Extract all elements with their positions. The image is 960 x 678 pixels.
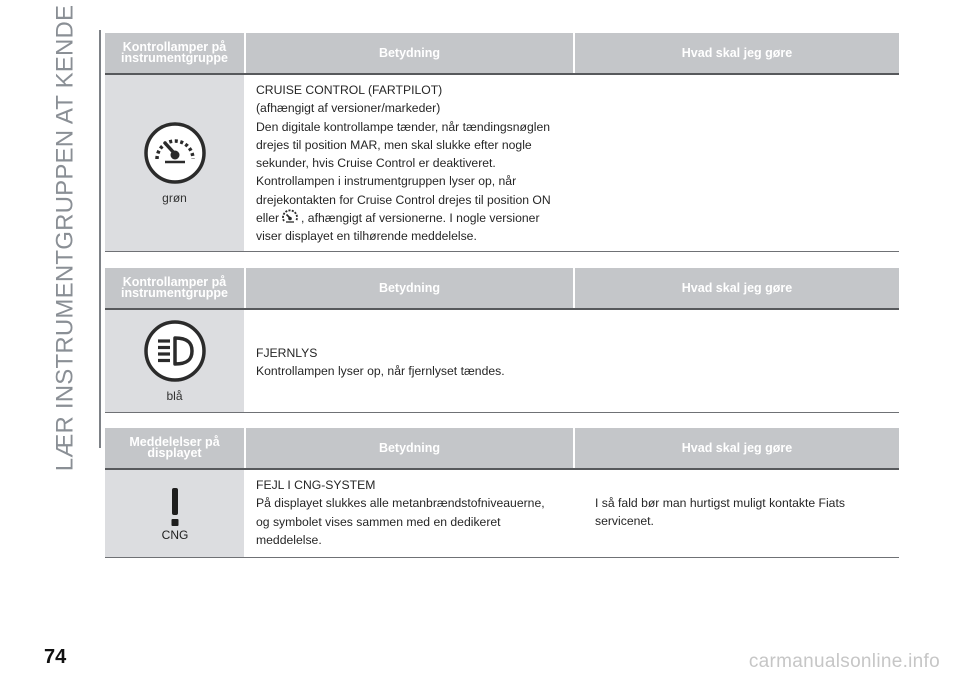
meaning-title: FEJL I CNG-SYSTEM (256, 478, 376, 492)
header-col-lamp: Kontrollamper på instrumentgruppe (105, 33, 246, 73)
header-col-meaning: Betydning (246, 428, 575, 468)
icon-cell (105, 470, 244, 557)
header-col-meaning: Betydning (246, 33, 575, 73)
icon-cell (105, 75, 244, 251)
table-header (105, 33, 899, 75)
table-row (105, 310, 899, 413)
meaning-line: og symbolet vises sammen med en dedikeret (256, 514, 501, 529)
section-title-text: LÆR INSTRUMENTGRUPPEN AT KENDE (51, 4, 79, 472)
header-col-action: Hvad skal jeg gøre (681, 441, 793, 455)
table-header (105, 428, 899, 470)
table-row (105, 75, 899, 252)
action-cell (578, 470, 899, 557)
action-line: I så fald bør man hurtigst muligt kontakte Fiats (595, 496, 845, 510)
header-col-action: Hvad skal jeg gøre (681, 281, 793, 295)
cng-warning-icon (155, 486, 195, 542)
meaning-line: Kontrollampen i instrumentgruppen lyser op, når (256, 174, 517, 189)
meaning-line: meddelelse. (256, 532, 322, 547)
meaning-title: CRUISE CONTROL (FARTPILOT) (256, 83, 443, 97)
action-cell (578, 310, 899, 412)
table-header (105, 268, 899, 310)
meaning-line: drejes til position MAR, men skal slukke efter nogle (256, 137, 532, 152)
meaning-line-with-icon (256, 209, 571, 227)
meaning-line: Kontrollampen lyser op, når fjernlyset tændes. (256, 364, 505, 379)
inline-suffix: , afhængigt af versionerne. I nogle versioner (301, 211, 540, 226)
icon-cell (105, 310, 244, 412)
speedometer-small-icon (281, 209, 299, 225)
action-line: servicenet. (595, 514, 654, 529)
meaning-line: (afhængigt af versioner/markeder) (256, 101, 441, 116)
meaning-title: FJERNLYS (256, 346, 318, 360)
speedometer-icon (143, 121, 207, 185)
meaning-cell (244, 470, 578, 557)
inline-prefix: eller (256, 211, 280, 226)
section-title-vertical (40, 4, 90, 472)
page-number: 74 (44, 646, 67, 668)
meaning-line: drejekontakten for Cruise Control drejes til position ON (256, 192, 551, 207)
icon-color-caption: grøn (162, 191, 187, 205)
header-col-meaning: Betydning (246, 268, 575, 308)
cng-label: CNG (161, 527, 188, 542)
action-cell (578, 75, 899, 251)
meaning-cell (244, 310, 578, 412)
icon-color-caption: blå (166, 389, 183, 403)
meaning-line: sekunder, hvis Cruise Control er deaktiveret. (256, 156, 496, 171)
header-col-lamp: Kontrollamper på instrumentgruppe (105, 268, 246, 308)
meaning-line: På displayet slukkes alle metanbrændstofniveauerne, (256, 496, 545, 511)
display-message-table-cng (105, 428, 899, 558)
header-col-message: Meddelelser på displayet (105, 428, 246, 468)
watermark: carmanualsonline.info (748, 651, 940, 672)
meaning-line: Den digitale kontrollampe tænder, når tændingsnøglen (256, 119, 551, 134)
warning-light-table-cruise (105, 33, 899, 252)
header-col-action: Hvad skal jeg gøre (681, 46, 793, 60)
meaning-cell (244, 75, 578, 251)
section-divider (99, 30, 101, 448)
high-beam-icon (143, 319, 207, 383)
meaning-line: viser displayet en tilhørende meddelelse. (256, 229, 477, 244)
table-row (105, 470, 899, 558)
warning-light-table-high-beam (105, 268, 899, 413)
